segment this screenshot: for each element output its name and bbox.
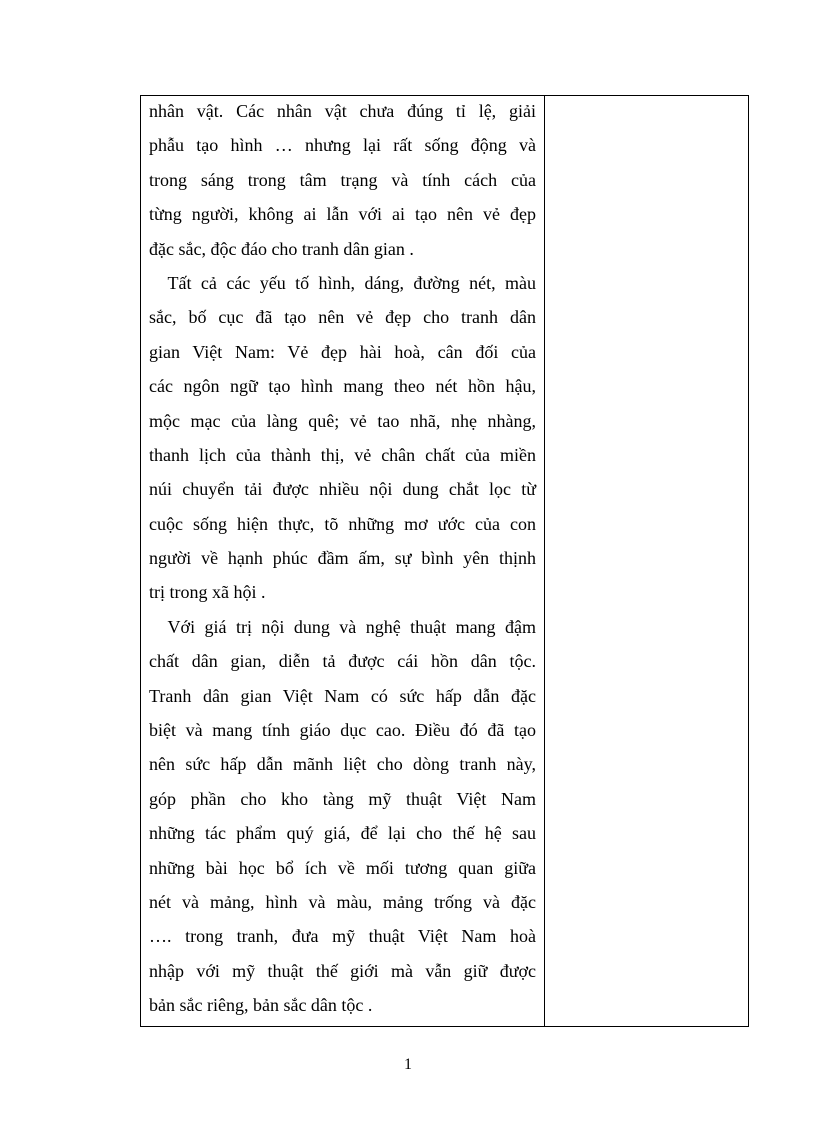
- text-line: thanh lịch của thành thị, vẻ chân chất của miền: [149, 444, 536, 465]
- text-line: những tác phẩm quý giá, để lại cho thế hệ sau: [149, 823, 536, 844]
- text-line: từng người, không ai lẫn với ai tạo nên vẻ đẹp: [149, 204, 536, 225]
- text-line: nét và mảng, hình và màu, mảng trống và đặc: [149, 891, 536, 912]
- text-line: góp phần cho kho tàng mỹ thuật Việt Nam: [149, 788, 536, 809]
- text-line: mộc mạc của làng quê; vẻ tao nhã, nhẹ nhàng,: [149, 410, 536, 431]
- text-line: chất dân gian, diễn tả được cái hồn dân tộc.: [149, 651, 536, 672]
- text-line: những bài học bổ ích về mối tương quan giữa: [149, 857, 536, 878]
- text-line: trị trong xã hội .: [149, 582, 266, 603]
- content-table: [140, 95, 749, 1027]
- page-number: 1: [404, 1056, 412, 1073]
- text-line: nhập với mỹ thuật thế giới mà vẫn giữ được: [149, 960, 536, 981]
- text-line: phẫu tạo hình … nhưng lại rất sống động và: [149, 135, 536, 156]
- text-line: …. trong tranh, đưa mỹ thuật Việt Nam hoà: [149, 926, 536, 947]
- text-line: nhân vật. Các nhân vật chưa đúng tỉ lệ, giải: [149, 101, 536, 121]
- text-line: Tất cả các yếu tố hình, dáng, đường nét, màu: [149, 272, 536, 293]
- text-column: [141, 96, 545, 1026]
- text-line: nên sức hấp dẫn mãnh liệt cho dòng tranh này,: [149, 754, 536, 775]
- text-line: Với giá trị nội dung và nghệ thuật mang đậm: [149, 616, 536, 637]
- text-line: gian Việt Nam: Vẻ đẹp hài hoà, cân đối của: [149, 341, 536, 362]
- text-line: bản sắc riêng, bản sắc dân tộc .: [149, 995, 373, 1016]
- text-line: đặc sắc, độc đáo cho tranh dân gian .: [149, 238, 414, 259]
- text-line: cuộc sống hiện thực, tõ những mơ ước của con: [149, 513, 536, 534]
- text-line: sắc, bố cục đã tạo nên vẻ đẹp cho tranh dân: [149, 307, 536, 328]
- text-line: núi chuyển tải được nhiều nội dung chắt lọc từ: [149, 479, 536, 500]
- text-line: các ngôn ngữ tạo hình mang theo nét hồn hậu,: [149, 376, 536, 397]
- text-line: trong sáng trong tâm trạng và tính cách của: [149, 169, 536, 190]
- text-line: biệt và mang tính giáo dục cao. Điều đó đã tạo: [149, 720, 536, 741]
- text-line: người về hạnh phúc đầm ấm, sự bình yên thịnh: [149, 548, 536, 569]
- text-line: Tranh dân gian Việt Nam có sức hấp dẫn đặc: [149, 685, 536, 706]
- empty-column: [545, 96, 748, 1026]
